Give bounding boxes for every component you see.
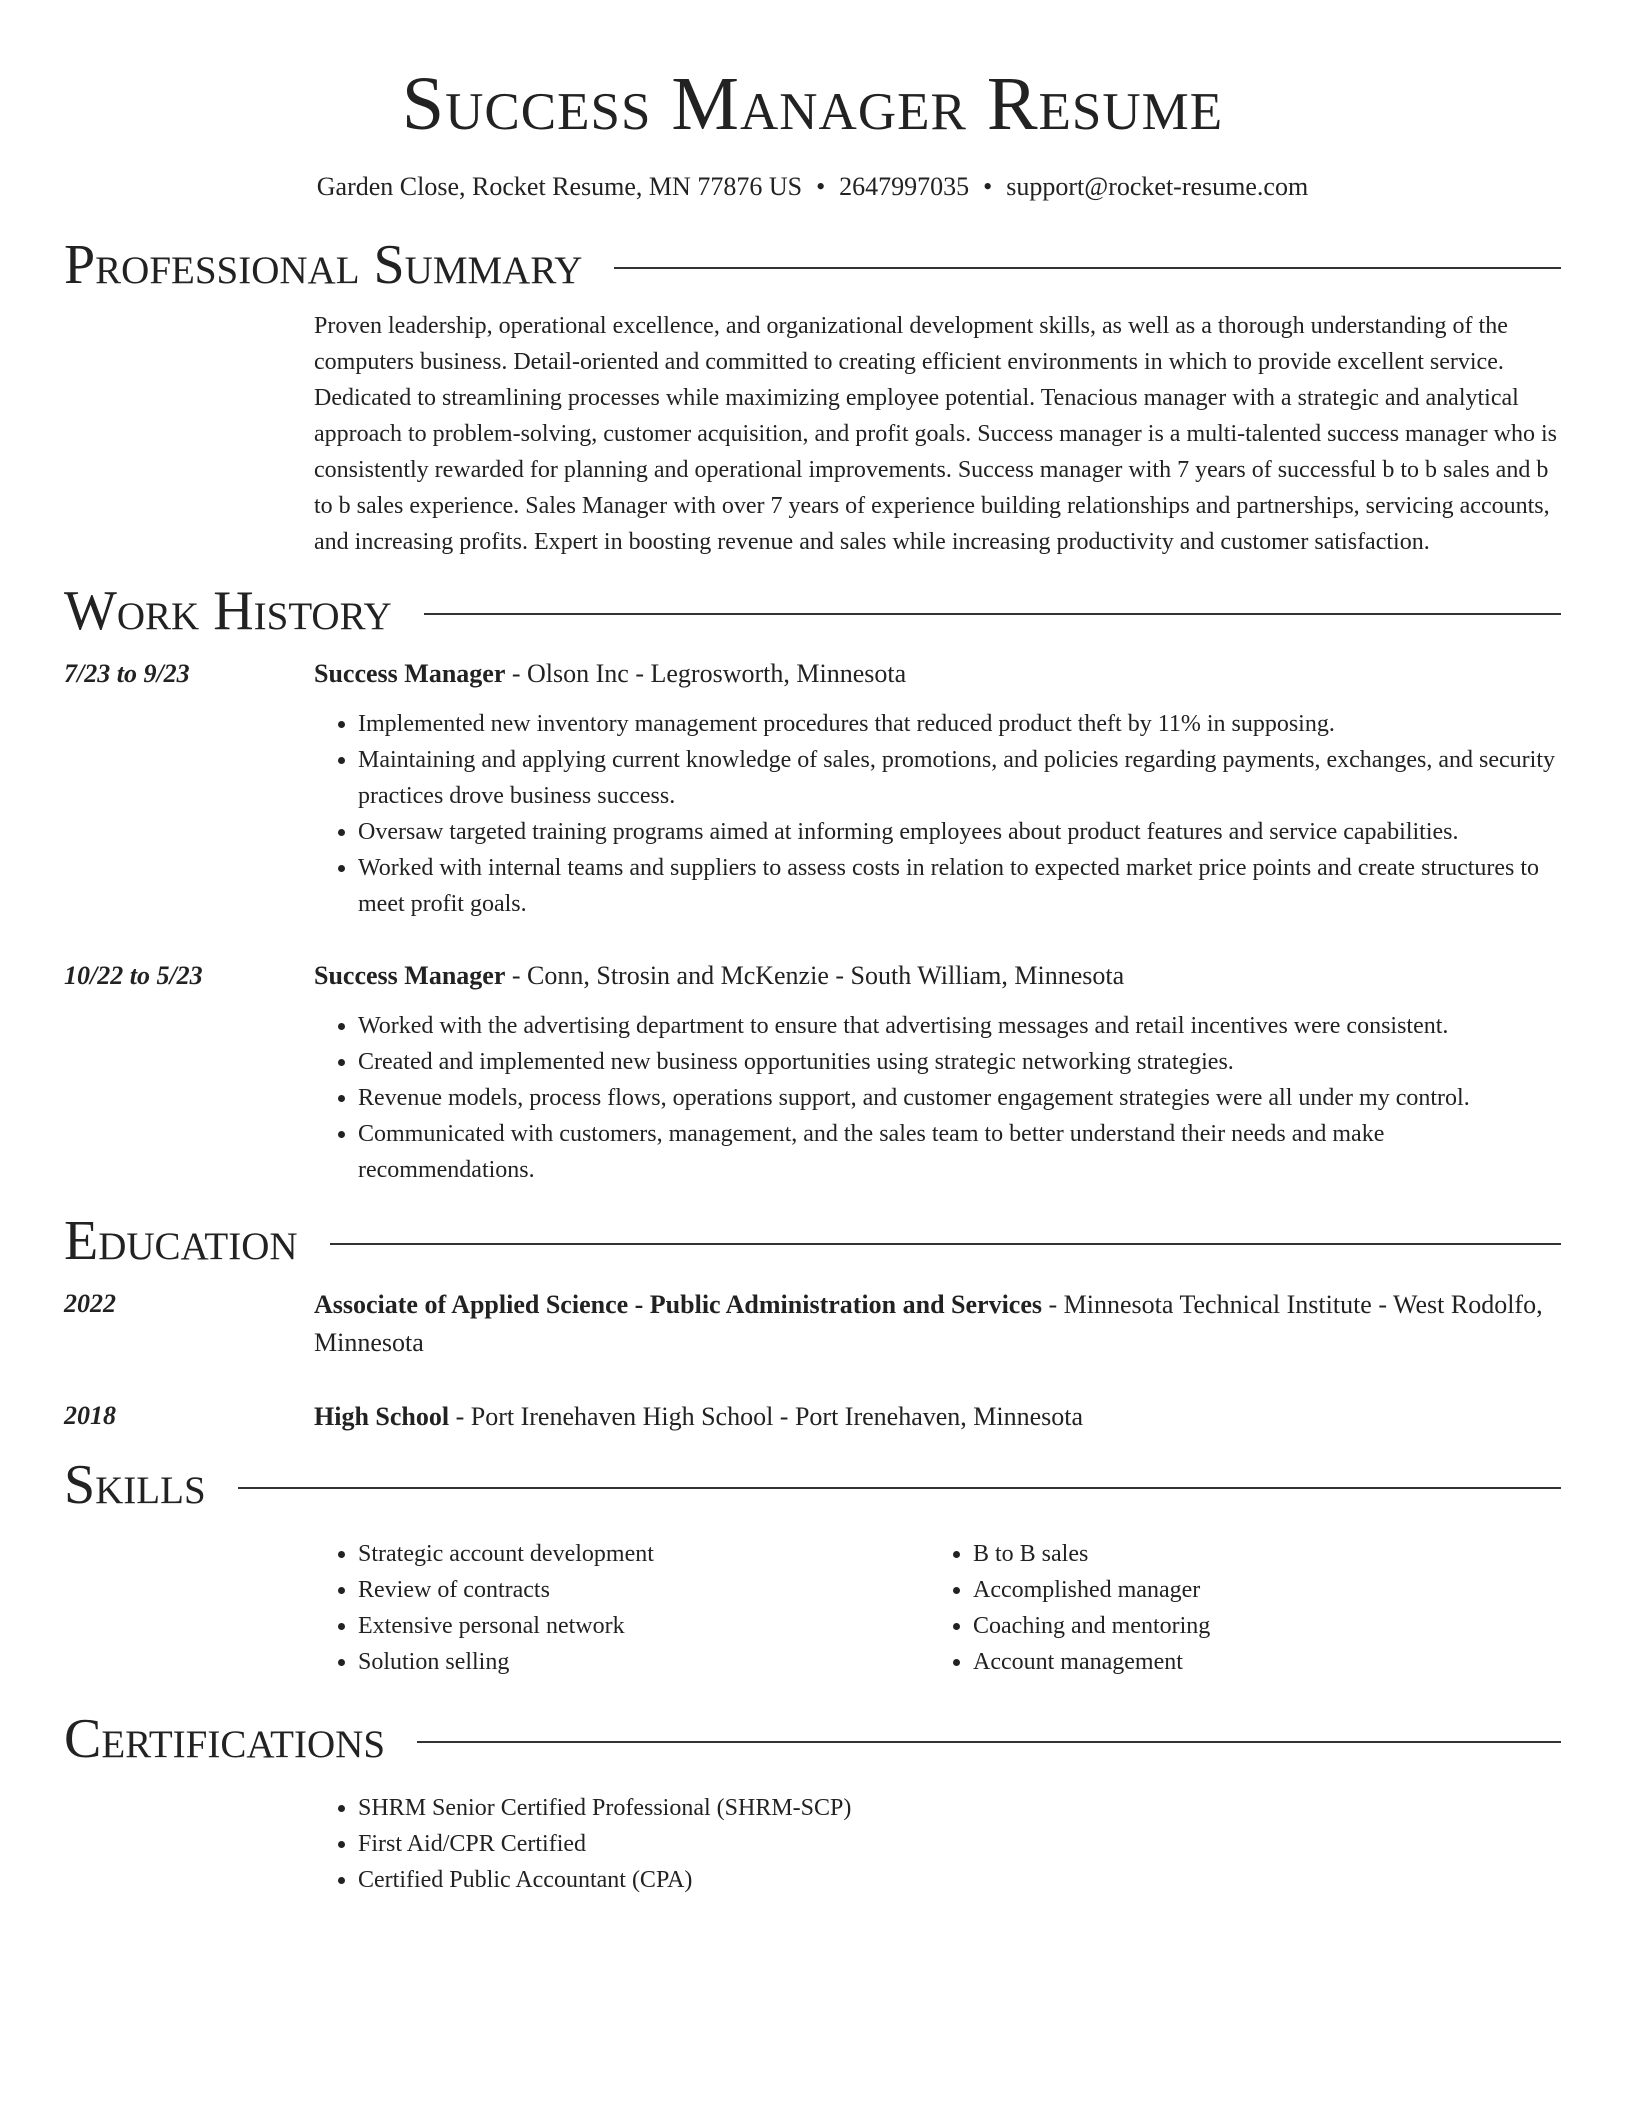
job-title: Success Manager [314,659,506,688]
job-bullets [314,706,1561,922]
section-divider [424,613,1561,615]
job-details: - Conn, Strosin and McKenzie - South William, Minnesota [505,961,1125,990]
job-dates: 7/23 to 9/23 [64,659,190,688]
certifications-list [64,1790,1561,1898]
summary-section-header [64,234,1561,296]
certifications-section-header [64,1708,1561,1770]
job-bullet: • Revenue models, process flows, operations support, and customer engagement strategies were all under my control. [358,1080,1561,1116]
contact-address: Garden Close, Rocket Resume, MN 77876 US [316,172,803,201]
job-heading [314,656,1561,692]
job-heading [314,958,1561,994]
skill-item: • Coaching and mentoring [973,1608,1544,1644]
job-details: - Olson Inc - Legrosworth, Minnesota [505,659,907,688]
work-heading: Work History [64,580,392,642]
skills-section-header [64,1454,1561,1516]
education-entry [64,1398,1561,1436]
education-year: 2022 [64,1289,116,1318]
resume-title: Success Manager Resume [401,62,1224,146]
skill-item: • Accomplished manager [973,1572,1544,1608]
skill-item: • Extensive personal network [358,1608,929,1644]
education-year: 2018 [64,1401,116,1430]
contact-phone: 2647997035 [839,172,970,201]
education-heading: Education [64,1210,298,1272]
skills-list [64,1536,1561,1680]
skills-column-right [929,1536,1544,1680]
skill-item: • B to B sales [973,1536,1544,1572]
job-entry [64,958,1561,1188]
section-divider [417,1741,1561,1743]
education-degree: High School [314,1402,450,1431]
skill-item: • Account management [973,1644,1544,1680]
education-section-header [64,1210,1561,1272]
contact-separator: • [983,172,993,201]
skill-item: • Strategic account development [358,1536,929,1572]
skills-column-left [314,1536,929,1680]
education-entry [64,1286,1561,1362]
job-bullet: • Oversaw targeted training programs aimed at informing employees about product features and service capabilities. [358,814,1561,850]
job-bullets [314,1008,1561,1188]
certification-item: • Certified Public Accountant (CPA) [358,1862,1561,1898]
summary-text: Proven leadership, operational excellence, and organizational development skills, as well as a thorough understanding of the computers business. Detail-oriented and committed to creating efficient environments in which to provide excellent service. Dedicated to streamlining processes while maximizing employee potential. Tenacious manager with a strategic and analytical approach to problem-solving, customer acquisition, and profit goals. Success manager is a multi-talented success manager who is consistently rewarded for planning and operational improvements. Success manager with 7 years of successful b to b sales and b to b sales experience. Sales Manager with over 7 years of experience building relationships and partnerships, servicing accounts, and increasing profits. Expert in boosting revenue and sales while increasing productivity and customer satisfaction. [314,313,1558,555]
work-section-header [64,580,1561,642]
contact-separator: • [816,172,826,201]
job-bullet: • Communicated with customers, management, and the sales team to better understand their needs and make recommendations. [358,1116,1561,1188]
skill-item: • Review of contracts [358,1572,929,1608]
section-divider [614,267,1561,269]
job-title: Success Manager [314,961,506,990]
job-entry [64,656,1561,922]
section-divider [238,1487,1561,1489]
job-bullet: • Worked with the advertising department to ensure that advertising messages and retail incentives were consistent. [358,1008,1561,1044]
job-dates: 10/22 to 5/23 [64,961,203,990]
section-divider [330,1243,1561,1245]
certification-item: • SHRM Senior Certified Professional (SHRM-SCP) [358,1790,1561,1826]
job-bullet: • Worked with internal teams and suppliers to assess costs in relation to expected market price points and create structures to meet profit goals. [358,850,1561,922]
education-degree: Associate of Applied Science - Public Administration and Services [314,1290,1042,1319]
summary-heading: Professional Summary [64,234,583,296]
education-details: - Port Irenehaven High School - Port Irenehaven, Minnesota [449,1402,1084,1431]
job-body [314,958,1561,1188]
skill-item: • Solution selling [358,1644,929,1680]
skills-heading: Skills [64,1454,206,1516]
contact-email: support@rocket-resume.com [1006,172,1309,201]
contact-line [64,170,1561,204]
certification-item: • First Aid/CPR Certified [358,1826,1561,1862]
job-bullet: • Maintaining and applying current knowledge of sales, promotions, and policies regarding payments, exchanges, and security practices drove business success. [358,742,1561,814]
education-details: - Minnesota Technical Institute - West Rodolfo, Minnesota [314,1290,1543,1357]
certifications-heading: Certifications [64,1708,386,1770]
education-body [314,1398,1561,1436]
job-body [314,656,1561,922]
job-bullet: • Created and implemented new business opportunities using strategic networking strategies. [358,1044,1561,1080]
job-bullet: • Implemented new inventory management procedures that reduced product theft by 11% in supposing. [358,706,1561,742]
education-body [314,1286,1561,1362]
resume-page [64,0,1561,1898]
